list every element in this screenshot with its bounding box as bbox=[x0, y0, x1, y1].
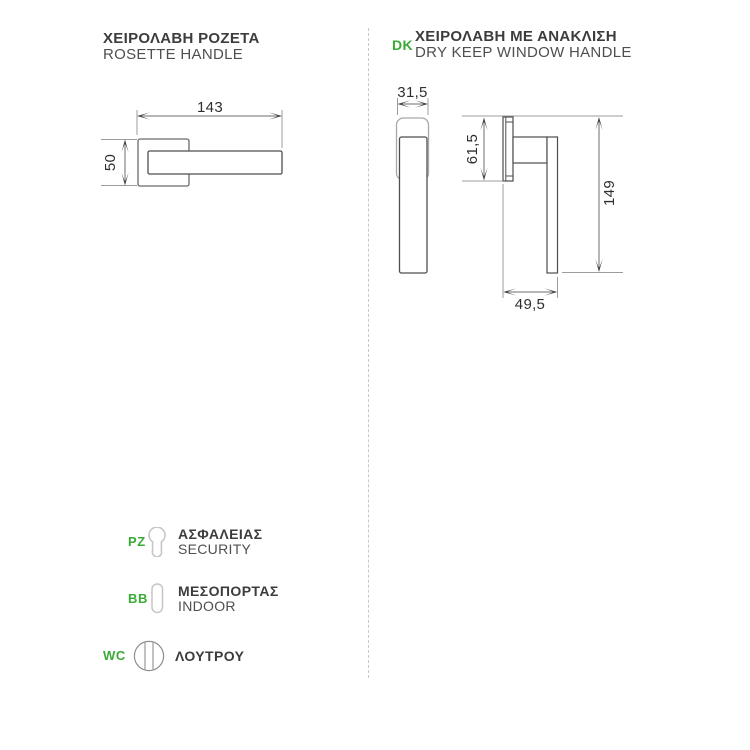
wc-turn-knob-icon bbox=[133, 640, 165, 672]
dimension-149 bbox=[595, 117, 618, 272]
dim-label-143: 143 bbox=[197, 99, 223, 116]
legend-code-wc: WC bbox=[103, 648, 126, 663]
dim-label-31-5: 31,5 bbox=[397, 84, 428, 101]
euro-cylinder-keyhole-icon bbox=[147, 527, 167, 557]
legend-label-greek: ΛΟΥΤΡΟΥ bbox=[175, 648, 245, 664]
rosette-handle-drawing bbox=[101, 99, 282, 186]
product-code-dk: DK bbox=[392, 37, 414, 53]
lever bbox=[148, 151, 282, 174]
dim-label-61-5: 61,5 bbox=[464, 133, 481, 165]
neck-side bbox=[513, 137, 547, 163]
dim-label-50: 50 bbox=[102, 153, 119, 172]
legend-label-greek: ΜΕΣΟΠΟΡΤΑΣ bbox=[178, 583, 279, 599]
legend-code-pz: PZ bbox=[128, 534, 146, 549]
grip-front bbox=[400, 137, 428, 273]
legend-label-english: SECURITY bbox=[178, 541, 252, 557]
grip-side bbox=[547, 137, 558, 273]
dimension-50 bbox=[102, 140, 129, 186]
oval-keyhole-icon bbox=[151, 583, 164, 614]
dimension-31-5 bbox=[397, 84, 428, 108]
right-section-title-english: DRY KEEP WINDOW HANDLE bbox=[415, 44, 632, 61]
dimension-61-5 bbox=[464, 118, 488, 181]
dim-label-49-5: 49,5 bbox=[514, 296, 546, 313]
plate-side bbox=[503, 117, 513, 181]
legend-code-bb: BB bbox=[128, 591, 148, 606]
window-handle-drawing bbox=[397, 84, 624, 313]
dimension-143 bbox=[137, 99, 282, 120]
right-section-title-greek: ΧΕΙΡΟΛΑΒΗ ΜΕ ΑΝΑΚΛΙΣΗ bbox=[415, 28, 617, 45]
dim-label-149: 149 bbox=[601, 180, 618, 206]
left-section-title-greek: ΧΕΙΡΟΛΑΒΗ ΡΟΖΕΤΑ bbox=[103, 30, 260, 47]
left-section-title-english: ROSETTE HANDLE bbox=[103, 46, 244, 63]
legend-label-greek: ΑΣΦΑΛΕΙΑΣ bbox=[178, 526, 263, 542]
legend-label-english: INDOOR bbox=[178, 598, 236, 614]
dimension-49-5 bbox=[503, 288, 557, 313]
